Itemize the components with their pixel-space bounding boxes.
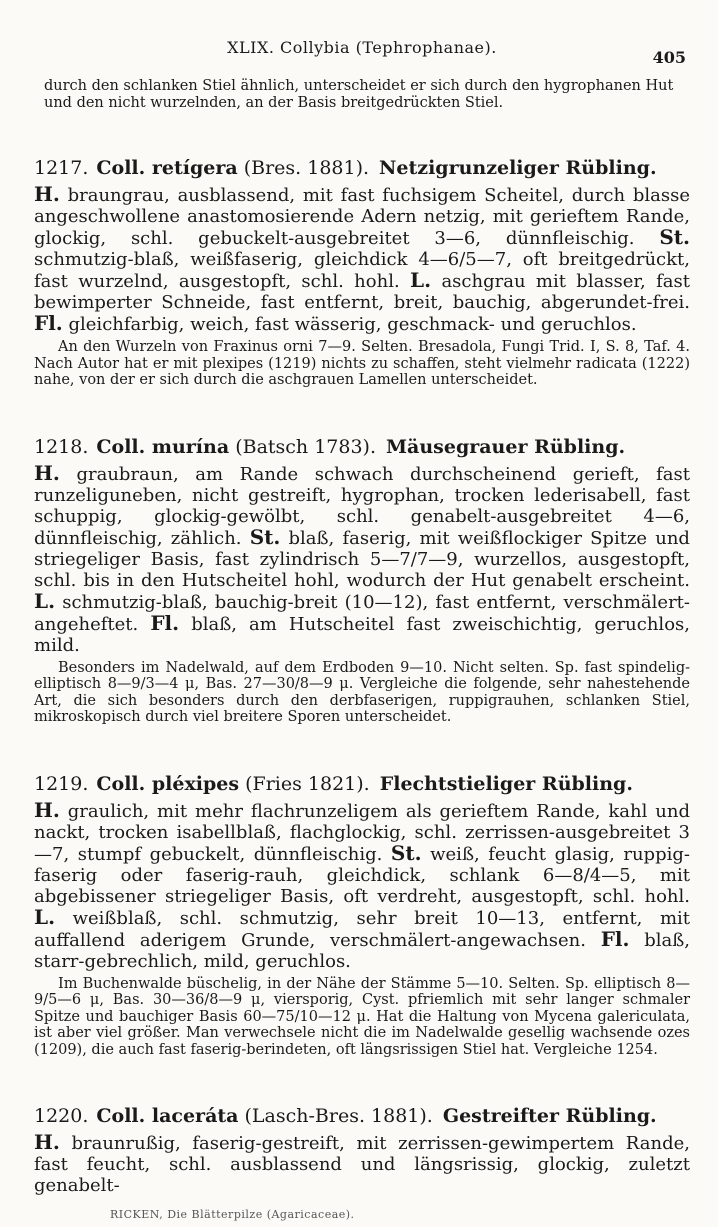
entry-title bbox=[34, 156, 690, 180]
description-tag: L. bbox=[34, 588, 56, 613]
description-tag: St. bbox=[659, 225, 690, 249]
entry-number: 1218. bbox=[34, 435, 89, 458]
species-entry bbox=[34, 1104, 690, 1196]
description-text: aschgrau mit blasser, fast bewimperter Schneide, fast entfernt, breit, bauchig, abgerundet-frei. bbox=[34, 271, 690, 313]
entry-number: 1219. bbox=[34, 772, 89, 795]
description-text: blaß, faserig, mit weißflockiger Spitze und striegeliger Basis, fast zylindrisch 5—7/7—9, wurzellos, ausgestopft, schl. bis in den Hutscheitel hohl, wodurch der Hut genabelt erscheint. bbox=[34, 527, 690, 591]
description-text: gleichfarbig, weich, fast wässerig, geschmack- und geruchlos. bbox=[68, 314, 637, 335]
species-entries bbox=[34, 156, 690, 1196]
page-header bbox=[34, 34, 690, 74]
description-tag: Fl. bbox=[150, 610, 180, 635]
entry-note: Besonders im Nadelwald, auf dem Erdboden 9—10. Nicht selten. Sp. fast spindelig-elliptisch 8—9/3—4 μ, Bas. 27—30/8—9 μ. Vergleiche die folgende, sehr nahestehende Art, die sich besonders durch den derbfaserigen, ruppigrauhen, schlanken Stiel, mikroskopisch durch viel breitere Sporen unterscheidet. bbox=[34, 659, 690, 725]
entry-title bbox=[34, 435, 690, 459]
entry-number: 1220. bbox=[34, 1105, 89, 1127]
common-name: Netzigrunzeliger Rübling. bbox=[379, 157, 657, 179]
description-tag: H. bbox=[34, 797, 60, 822]
description-tag: L. bbox=[410, 268, 432, 292]
continuation-text: durch den schlanken Stiel ähnlich, unterscheidet er sich durch den hygrophanen Hut und den nicht wurzelnden, an der Basis breitgedrückten Stiel. bbox=[44, 78, 674, 111]
description-text: braungrau, ausblassend, mit fast fuchsigem Scheitel, durch blasse angeschwollene anastomosierende Adern netzig, mit gerieftem Rande, glockig, schl. gebuckelt-ausgebreitet 3—6, dünnfleischig. bbox=[34, 185, 690, 249]
species-name: Coll. laceráta bbox=[96, 1105, 239, 1127]
entry-title bbox=[34, 1104, 690, 1128]
species-authority: (Fries 1821). bbox=[245, 772, 370, 795]
entry-description bbox=[34, 1132, 690, 1196]
entry-number: 1217. bbox=[34, 157, 89, 179]
common-name: Gestreifter Rübling. bbox=[442, 1105, 657, 1127]
page-number: 405 bbox=[652, 48, 686, 67]
description-tag: St. bbox=[249, 524, 281, 549]
description-tag: L. bbox=[34, 904, 56, 929]
description-text: weißblaß, schl. schmutzig, sehr breit 10—13, entfernt, mit auffallend aderigem Grunde, verschmälert-angewachsen. bbox=[34, 907, 690, 951]
species-authority: (Batsch 1783). bbox=[235, 435, 376, 458]
description-text: blaß, starr-gebrechlich, mild, geruchlos. bbox=[34, 929, 690, 972]
description-tag: Fl. bbox=[600, 926, 630, 951]
description-tag: H. bbox=[34, 1130, 60, 1154]
description-text: schmutzig-blaß, weißfaserig, gleichdick 4—6/5—7, oft breitgedrückt, fast wurzelnd, ausgestopft, schl. hohl. bbox=[34, 249, 690, 292]
description-text: weiß, feucht glasig, ruppig-faserig oder faserig-rauh, gleichdick, schlank 6—8/4—5, mit abgebissener striegeliger Basis, oft verdreht, ausgestopft, schl. hohl. bbox=[34, 843, 690, 907]
species-name: Coll. murína bbox=[96, 435, 230, 458]
description-text: braunrußig, faserig-gestreift, mit zerrissen-gewimpertem Rande, fast feucht, schl. ausblassend und längsrissig, glockig, zuletzt genabelt- bbox=[34, 1133, 690, 1196]
entry-description bbox=[34, 184, 690, 335]
entry-description bbox=[34, 797, 690, 972]
species-entry bbox=[34, 156, 690, 389]
entry-note: Im Buchenwalde büschelig, in der Nähe der Stämme 5—10. Selten. Sp. elliptisch 8—9/5—6 μ, Bas. 30—36/8—9 μ, viersporig, Cyst. pfriemlich mit sehr langer schmaler Spitze und bauchiger Basis 60—75/10—12 μ. Hat die Haltung von Mycena galericulata, ist aber viel größer. Man verwechsele nicht die im Nadelwalde gesellig wachsende ozes (1209), die auch fast faserig-berindeten, oft längsrissigen Stiel hat. Vergleiche 1254. bbox=[34, 975, 690, 1058]
description-text: graulich, mit mehr flachrunzeligem als gerieftem Rande, kahl und nackt, trocken isabellblaß, flachglockig, schl. zerrissen-ausgebreitet 3—7, stumpf gebuckelt, dünnfleischig. bbox=[34, 800, 690, 865]
description-tag: H. bbox=[34, 460, 60, 485]
description-text: blaß, am Hutscheitel fast zweischichtig, geruchlos, mild. bbox=[34, 613, 690, 656]
species-authority: (Lasch-Bres. 1881). bbox=[244, 1105, 433, 1127]
species-authority: (Bres. 1881). bbox=[243, 157, 370, 179]
description-text: graubraun, am Rande schwach durchscheinend gerieft, fast runzeliguneben, nicht gestreift, hygrophan, trocken lederisabell, fast schuppig, glockig-gewölbt, schl. genabelt-ausgebreitet 4—6, dünnfleischig, zählich. bbox=[34, 463, 690, 549]
species-entry bbox=[34, 435, 690, 726]
description-tag: St. bbox=[390, 840, 422, 865]
running-head: XLIX. Collybia (Tephrophanae). bbox=[227, 38, 497, 57]
entry-note: An den Wurzeln von Fraxinus orni 7—9. Selten. Bresadola, Fungi Trid. I, S. 8, Taf. 4. Nach Autor hat er mit plexipes (1219) nichts zu schaffen, steht vielmehr radicata (1222) nahe, von der er sich durch die aschgrauen Lamellen unterscheidet. bbox=[34, 339, 690, 388]
common-name: Flechtstieliger Rübling. bbox=[379, 772, 633, 795]
page-footer: RICKEN, Die Blätterpilze (Agaricaceae). bbox=[110, 1208, 355, 1221]
species-name: Coll. retígera bbox=[96, 157, 238, 179]
species-name: Coll. pléxipes bbox=[96, 772, 240, 795]
species-entry bbox=[34, 772, 690, 1059]
description-tag: Fl. bbox=[34, 311, 63, 335]
description-text: schmutzig-blaß, bauchig-breit (10—12), fast entfernt, verschmälert-angeheftet. bbox=[34, 591, 690, 635]
description-tag: H. bbox=[34, 182, 60, 206]
entry-description bbox=[34, 460, 690, 656]
common-name: Mäusegrauer Rübling. bbox=[386, 435, 626, 458]
entry-title bbox=[34, 772, 690, 796]
